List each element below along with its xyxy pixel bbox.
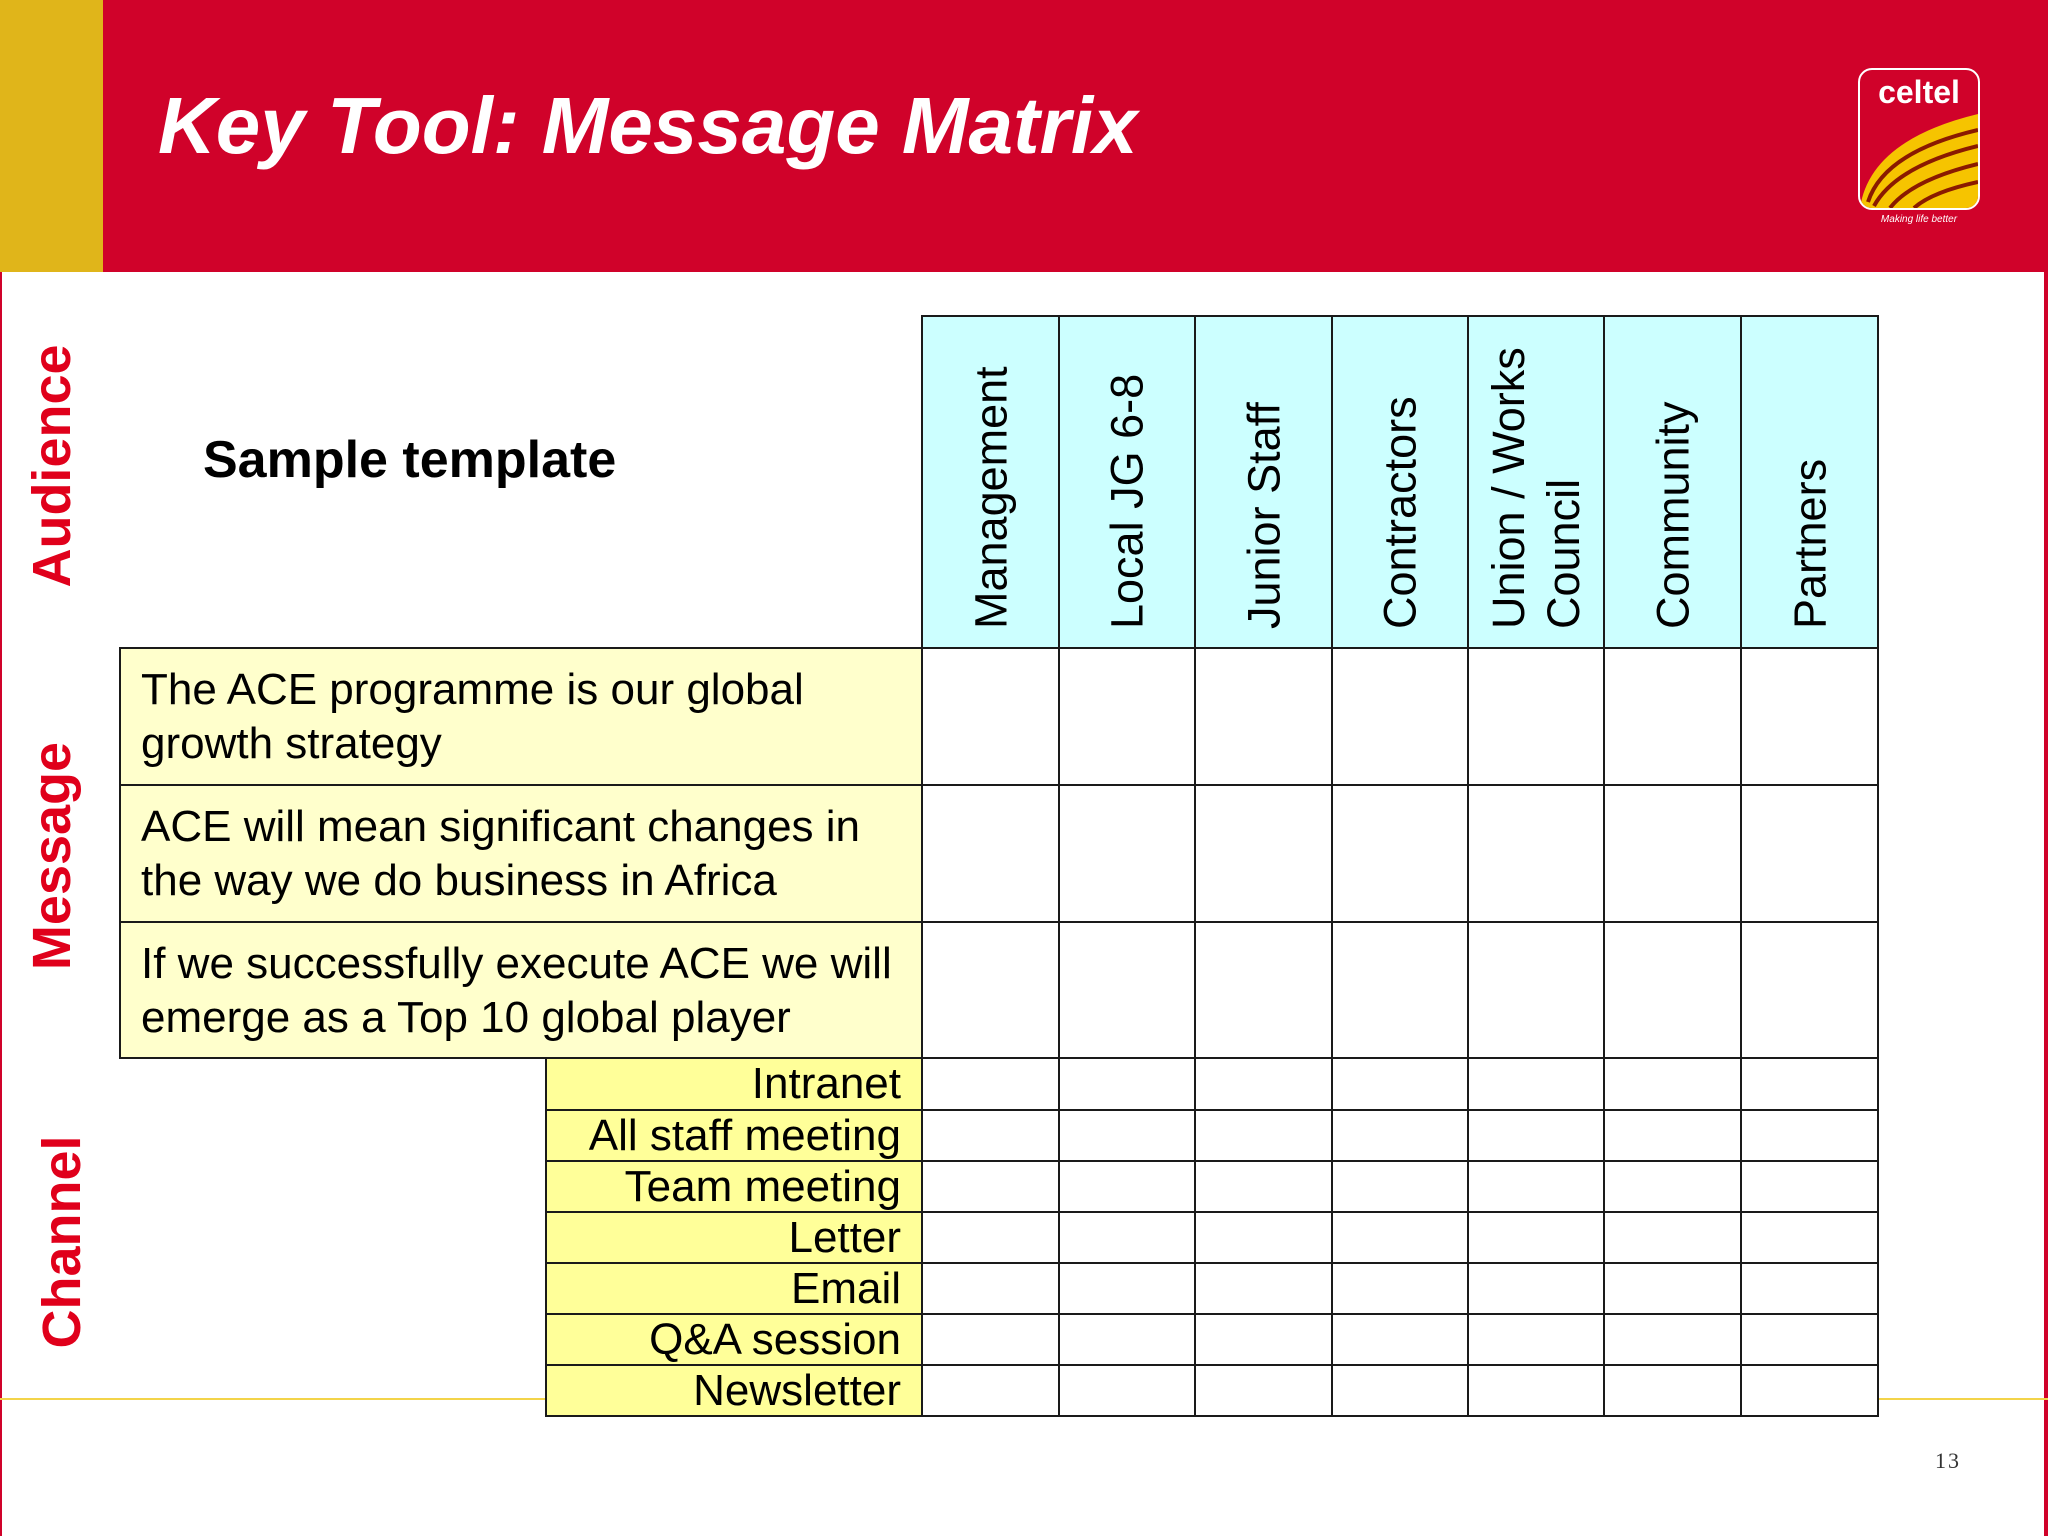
channel-row-label: Newsletter	[545, 1364, 923, 1417]
matrix-cell[interactable]	[1603, 784, 1742, 923]
matrix-cell[interactable]	[1331, 1160, 1469, 1213]
message-row-label: ACE will mean significant changes in the way we do business in Africa	[119, 784, 923, 923]
matrix-cell[interactable]	[1603, 1262, 1742, 1315]
matrix-cell[interactable]	[1058, 1057, 1196, 1111]
matrix-cell[interactable]	[1740, 921, 1879, 1059]
matrix-cell[interactable]	[1467, 1364, 1605, 1417]
matrix-cell[interactable]	[1331, 1262, 1469, 1315]
matrix-cell[interactable]	[1194, 1211, 1333, 1264]
audience-header	[1467, 315, 1605, 649]
matrix-cell[interactable]	[1467, 784, 1605, 923]
matrix-cell[interactable]	[1194, 1313, 1333, 1366]
audience-label: Partners	[1784, 458, 1835, 629]
matrix-cell[interactable]	[1603, 647, 1742, 786]
matrix-cell[interactable]	[1740, 1364, 1879, 1417]
audience-header	[1058, 315, 1196, 649]
matrix-cell[interactable]	[921, 1211, 1060, 1264]
audience-header	[921, 315, 1060, 649]
matrix-cell[interactable]	[1058, 1160, 1196, 1213]
matrix-cell[interactable]	[1194, 1364, 1333, 1417]
matrix-cell[interactable]	[1058, 647, 1196, 786]
matrix-cell[interactable]	[1058, 1109, 1196, 1162]
matrix-cell[interactable]	[1467, 1160, 1605, 1213]
matrix-cell[interactable]	[1467, 1262, 1605, 1315]
matrix-cell[interactable]	[921, 1364, 1060, 1417]
matrix-cell[interactable]	[921, 1313, 1060, 1366]
matrix-cell[interactable]	[1603, 1109, 1742, 1162]
page-number: 13	[1935, 1448, 1961, 1473]
matrix-cell[interactable]	[1194, 1262, 1333, 1315]
matrix-cell[interactable]	[1603, 1211, 1742, 1264]
matrix-cell[interactable]	[1058, 784, 1196, 923]
matrix-cell[interactable]	[1740, 1057, 1879, 1111]
matrix-cell[interactable]	[1058, 1262, 1196, 1315]
matrix-cell[interactable]	[1331, 1364, 1469, 1417]
matrix-cell[interactable]	[1603, 1313, 1742, 1366]
matrix-cell[interactable]	[921, 647, 1060, 786]
matrix-cell[interactable]	[921, 1262, 1060, 1315]
matrix-cell[interactable]	[1740, 1160, 1879, 1213]
matrix-cell[interactable]	[1058, 1211, 1196, 1264]
slide-left-border	[0, 272, 2, 1536]
matrix-cell[interactable]	[1331, 1313, 1469, 1366]
slide-right-border	[2044, 272, 2048, 1536]
matrix-cell[interactable]	[1058, 1313, 1196, 1366]
celtel-logo	[1858, 68, 1980, 225]
matrix-cell[interactable]	[1058, 921, 1196, 1059]
matrix-cell[interactable]	[1603, 1364, 1742, 1417]
logo-wave-graphic	[1860, 70, 1978, 208]
matrix-cell[interactable]	[1740, 1211, 1879, 1264]
message-row-label: The ACE programme is our global growth strategy	[119, 647, 923, 786]
matrix-cell[interactable]	[1194, 1160, 1333, 1213]
audience-label: Local JG 6-8	[1101, 373, 1153, 629]
matrix-cell[interactable]	[1740, 1313, 1879, 1366]
matrix-cell[interactable]	[1331, 921, 1469, 1059]
channel-row-label: Q&A session	[545, 1313, 923, 1366]
matrix-cell[interactable]	[1467, 1109, 1605, 1162]
matrix-cell[interactable]	[1740, 647, 1879, 786]
matrix-cell[interactable]	[1331, 1109, 1469, 1162]
matrix-cell[interactable]	[1194, 1109, 1333, 1162]
matrix-cell[interactable]	[1467, 1211, 1605, 1264]
logo-text: celtel	[1878, 74, 1960, 110]
matrix-cell[interactable]	[1194, 784, 1333, 923]
matrix-cell[interactable]	[1331, 1211, 1469, 1264]
audience-label: Management	[965, 366, 1016, 629]
matrix-cell[interactable]	[1467, 647, 1605, 786]
sample-template-label: Sample template	[203, 431, 617, 489]
matrix-cell[interactable]	[921, 784, 1060, 923]
matrix-cell[interactable]	[1740, 1109, 1879, 1162]
logo-tagline: Making life better	[1880, 214, 1958, 225]
audience-label: Contractors	[1374, 396, 1426, 629]
matrix-cell[interactable]	[1194, 1057, 1333, 1111]
matrix-cell[interactable]	[1467, 921, 1605, 1059]
channel-row-label: Team meeting	[545, 1160, 923, 1213]
matrix-cell[interactable]	[1331, 647, 1469, 786]
audience-header	[1603, 315, 1742, 649]
audience-header	[1740, 315, 1879, 649]
audience-label: Junior Staff	[1238, 402, 1289, 629]
matrix-cell[interactable]	[1740, 1262, 1879, 1315]
celtel-logo-icon	[1858, 68, 1980, 210]
audience-label: Union / Works Council	[1483, 347, 1589, 629]
matrix-cell[interactable]	[1740, 784, 1879, 923]
matrix-cell[interactable]	[1331, 784, 1469, 923]
slide-title: Key Tool: Message Matrix	[158, 81, 1138, 170]
audience-header	[1194, 315, 1333, 649]
axis-label-audience: Audience	[22, 344, 82, 588]
channel-row-label: Letter	[545, 1211, 923, 1264]
matrix-cell[interactable]	[1194, 647, 1333, 786]
matrix-cell[interactable]	[1467, 1313, 1605, 1366]
matrix-cell[interactable]	[1331, 1057, 1469, 1111]
axis-label-channel: Channel	[32, 1135, 92, 1349]
matrix-cell[interactable]	[921, 921, 1060, 1059]
matrix-cell[interactable]	[1603, 1160, 1742, 1213]
channel-row-label: Intranet	[545, 1057, 923, 1111]
matrix-cell[interactable]	[1194, 921, 1333, 1059]
matrix-cell[interactable]	[1058, 1364, 1196, 1417]
matrix-cell[interactable]	[921, 1109, 1060, 1162]
matrix-cell[interactable]	[921, 1160, 1060, 1213]
axis-label-message: Message	[22, 741, 82, 971]
audience-header	[1331, 315, 1469, 649]
audience-label: Community	[1647, 401, 1698, 629]
matrix-cell[interactable]	[1603, 921, 1742, 1059]
channel-row-label: Email	[545, 1262, 923, 1315]
matrix-cell[interactable]	[1603, 1057, 1742, 1111]
matrix-cell[interactable]	[921, 1057, 1060, 1111]
header-accent-stripe	[0, 0, 103, 272]
matrix-cell[interactable]	[1467, 1057, 1605, 1111]
message-row-label: If we successfully execute ACE we will emerge as a Top 10 global player	[119, 921, 923, 1059]
channel-row-label: All staff meeting	[545, 1109, 923, 1162]
